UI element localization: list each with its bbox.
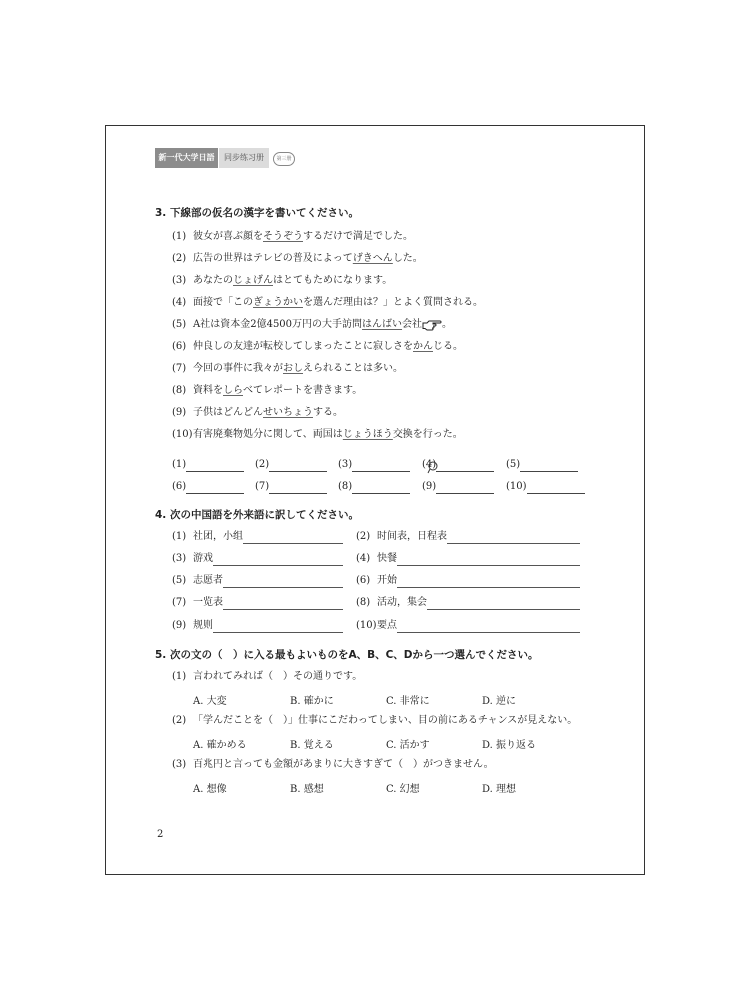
- answer-line: [397, 621, 580, 633]
- exercise-item: [172, 230, 413, 244]
- blank-label: (2): [255, 459, 270, 470]
- item-number: (7): [172, 597, 187, 608]
- blank-label: (1): [172, 459, 187, 470]
- option-d[interactable]: D. 振り返る: [482, 740, 537, 751]
- item-number: (6): [172, 341, 187, 352]
- underlined-kana: はんばい: [362, 319, 403, 330]
- chinese-term: 规则: [193, 620, 213, 631]
- item-number: (2): [356, 531, 371, 542]
- blank-label: (7): [255, 481, 270, 492]
- item-number: (7): [172, 363, 187, 374]
- item-number: (4): [356, 553, 371, 564]
- item-number: (5): [172, 319, 187, 330]
- sentence-text: A社は資本金2億4500万円の大手訪問: [193, 319, 363, 330]
- item-number: (8): [356, 597, 371, 608]
- blank-line: [436, 461, 494, 472]
- item-number: (3): [172, 275, 187, 286]
- sentence-text: するだけで満足でした。: [303, 231, 413, 242]
- blank-label: (9): [422, 481, 437, 492]
- underlined-kana: かん: [413, 341, 433, 352]
- sentence-text: 今回の事件に我々が: [193, 363, 283, 374]
- blank-label: (6): [172, 481, 187, 492]
- blank-line: [436, 483, 494, 494]
- exercise-item: [172, 318, 452, 332]
- answer-blank[interactable]: [255, 458, 327, 472]
- underlined-kana: おし: [283, 363, 303, 374]
- sentence-text: 広告の世界はテレビの普及によって: [193, 253, 353, 264]
- question-item: [172, 758, 494, 772]
- exercise-item: [172, 428, 463, 442]
- vocab-item[interactable]: [172, 619, 343, 633]
- chinese-term: 一览表: [193, 597, 223, 608]
- sentence-text: じる。: [433, 341, 463, 352]
- sentence-text: 交換を行った。: [392, 429, 463, 440]
- vocab-item[interactable]: [356, 574, 580, 588]
- vocab-item[interactable]: [172, 552, 343, 566]
- underlined-kana: じょげん: [233, 275, 273, 286]
- chinese-term: 游戏: [193, 553, 213, 564]
- vocab-item[interactable]: [356, 552, 580, 566]
- sentence-text: はとてもためになります。: [273, 275, 393, 286]
- answer-blank[interactable]: [338, 458, 410, 472]
- blank-line: [520, 461, 578, 472]
- underlined-kana: しら: [223, 385, 243, 396]
- answer-line: [447, 532, 580, 544]
- exercise-item: [172, 362, 403, 376]
- option-c[interactable]: C. 活かす: [386, 740, 430, 751]
- item-number: (6): [356, 575, 371, 586]
- option-c[interactable]: C. 幻想: [386, 784, 420, 795]
- sentence-text: 資料を: [193, 385, 223, 396]
- underlined-kana: じょうほう: [342, 429, 393, 440]
- chinese-term: 时间表，日程表: [377, 531, 447, 542]
- question-item: [172, 714, 577, 728]
- answer-blank[interactable]: [172, 480, 244, 494]
- item-number: (8): [172, 385, 187, 396]
- answer-blank[interactable]: [506, 480, 585, 494]
- item-number: (1): [172, 531, 187, 542]
- book-title-tab: 新一代大学日語: [155, 148, 218, 168]
- sentence-text: 。: [442, 319, 453, 330]
- section-3-heading: 3. 下線部の仮名の漢字を書いてください。: [155, 207, 359, 219]
- answer-line: [427, 598, 580, 610]
- item-number: (10): [172, 429, 193, 440]
- item-number: (5): [172, 575, 187, 586]
- vocab-item[interactable]: [172, 596, 343, 610]
- option-a[interactable]: A. 想像: [193, 784, 227, 795]
- sentence-text: 彼女が喜ぶ顔を: [193, 231, 263, 242]
- blank-label: (3): [338, 459, 353, 470]
- chinese-term: 社团，小组: [193, 531, 243, 542]
- answer-line: [397, 576, 580, 588]
- section-5-heading: 5. 次の文の（ ）に入る最もよいものをA、B、C、Dから一つ選んでください。: [155, 649, 539, 661]
- underlined-kana: そうぞう: [263, 231, 303, 242]
- page-number: 2: [157, 829, 164, 840]
- exercise-item: [172, 340, 463, 354]
- sentence-text: 有害廃棄物処分に関して、両国は: [193, 429, 343, 440]
- answer-blank[interactable]: [506, 458, 578, 472]
- blank-label: (8): [338, 481, 353, 492]
- answer-blank[interactable]: [338, 480, 410, 494]
- blank-label: (5): [506, 459, 521, 470]
- cursor-icon: [425, 460, 439, 474]
- chinese-term: 开始: [377, 575, 397, 586]
- chinese-term: 志愿者: [193, 575, 223, 586]
- chinese-term: 快餐: [377, 553, 397, 564]
- question-text: 百兆円と言っても金額があまりに大きすぎて（ ）がつきません。: [193, 759, 494, 770]
- exercise-item: [172, 274, 392, 288]
- option-b[interactable]: B. 感想: [290, 784, 324, 795]
- question-item: [172, 670, 362, 684]
- sentence-text: する。: [313, 407, 343, 418]
- vocab-item[interactable]: [356, 596, 580, 610]
- blank-label: (4): [422, 459, 437, 470]
- answer-blank[interactable]: [422, 480, 494, 494]
- blank-line: [186, 461, 244, 472]
- answer-line: [213, 621, 343, 633]
- volume-badge: 第三册: [273, 152, 295, 166]
- blank-line: [269, 483, 327, 494]
- item-number: (2): [172, 715, 187, 726]
- item-number: (3): [172, 553, 187, 564]
- item-number: (3): [172, 759, 187, 770]
- sentence-text: 会社: [402, 319, 423, 330]
- item-number: (1): [172, 231, 187, 242]
- sentence-text: 面接で「この: [193, 297, 253, 308]
- workbook-tab: 同步练习册: [219, 148, 269, 168]
- answer-line: [243, 532, 343, 544]
- item-number: (10): [356, 620, 377, 631]
- underlined-kana: げきへん: [352, 253, 393, 264]
- sentence-text: べてレポートを書きます。: [243, 385, 363, 396]
- blank-label: (10): [506, 481, 527, 492]
- item-number: (1): [172, 671, 187, 682]
- sentence-text: した。: [392, 253, 423, 264]
- answer-line: [213, 554, 343, 566]
- blank-line: [352, 483, 410, 494]
- sentence-text: 子供はどんどん: [193, 407, 263, 418]
- sentence-text: あなたの: [193, 275, 233, 286]
- vocab-item[interactable]: [356, 619, 580, 633]
- answer-line: [223, 576, 343, 588]
- sentence-text: を選んだ理由は？」とよく質問される。: [303, 297, 483, 308]
- exercise-item: [172, 384, 362, 398]
- answer-blank[interactable]: [255, 480, 327, 494]
- sentence-text: えられることは多い。: [303, 363, 403, 374]
- blank-line: [352, 461, 410, 472]
- blank-line: [269, 461, 327, 472]
- answer-line: [223, 598, 343, 610]
- item-number: (2): [172, 253, 187, 264]
- option-a[interactable]: A. 確かめる: [193, 740, 247, 751]
- item-number: (4): [172, 297, 187, 308]
- blank-line: [186, 483, 244, 494]
- vocab-item[interactable]: [356, 530, 580, 544]
- item-number: (9): [172, 407, 187, 418]
- section-4-heading: 4. 次の中国語を外来語に訳してください。: [155, 509, 359, 521]
- option-b[interactable]: B. 覚える: [290, 740, 334, 751]
- vocab-item[interactable]: [172, 574, 343, 588]
- exercise-item: [172, 296, 483, 310]
- option-b[interactable]: B. 確かに: [290, 696, 334, 707]
- hand-pointer-icon: [422, 319, 442, 331]
- exercise-item: [172, 252, 423, 266]
- exercise-item: [172, 406, 343, 420]
- blank-line: [527, 483, 585, 494]
- question-text: 「学んだことを（ ）」仕事にこだわってしまい、目の前にあるチャンスが見えない。: [193, 715, 578, 726]
- chinese-term: 要点: [377, 620, 397, 631]
- vocab-item[interactable]: [172, 530, 343, 544]
- answer-line: [397, 554, 580, 566]
- option-a[interactable]: A. 大変: [193, 696, 227, 707]
- chinese-term: 活动，集会: [377, 597, 427, 608]
- underlined-kana: ぎょうかい: [253, 297, 303, 308]
- underlined-kana: せいちょう: [263, 407, 313, 418]
- question-text: 言われてみれば（ ）その通りです。: [193, 671, 363, 682]
- sentence-text: 仲良しの友達が転校してしまったことに寂しさを: [193, 341, 413, 352]
- item-number: (9): [172, 620, 187, 631]
- option-c[interactable]: C. 非常に: [386, 696, 430, 707]
- option-d[interactable]: D. 逆に: [482, 696, 517, 707]
- answer-blank[interactable]: [172, 458, 244, 472]
- option-d[interactable]: D. 理想: [482, 784, 517, 795]
